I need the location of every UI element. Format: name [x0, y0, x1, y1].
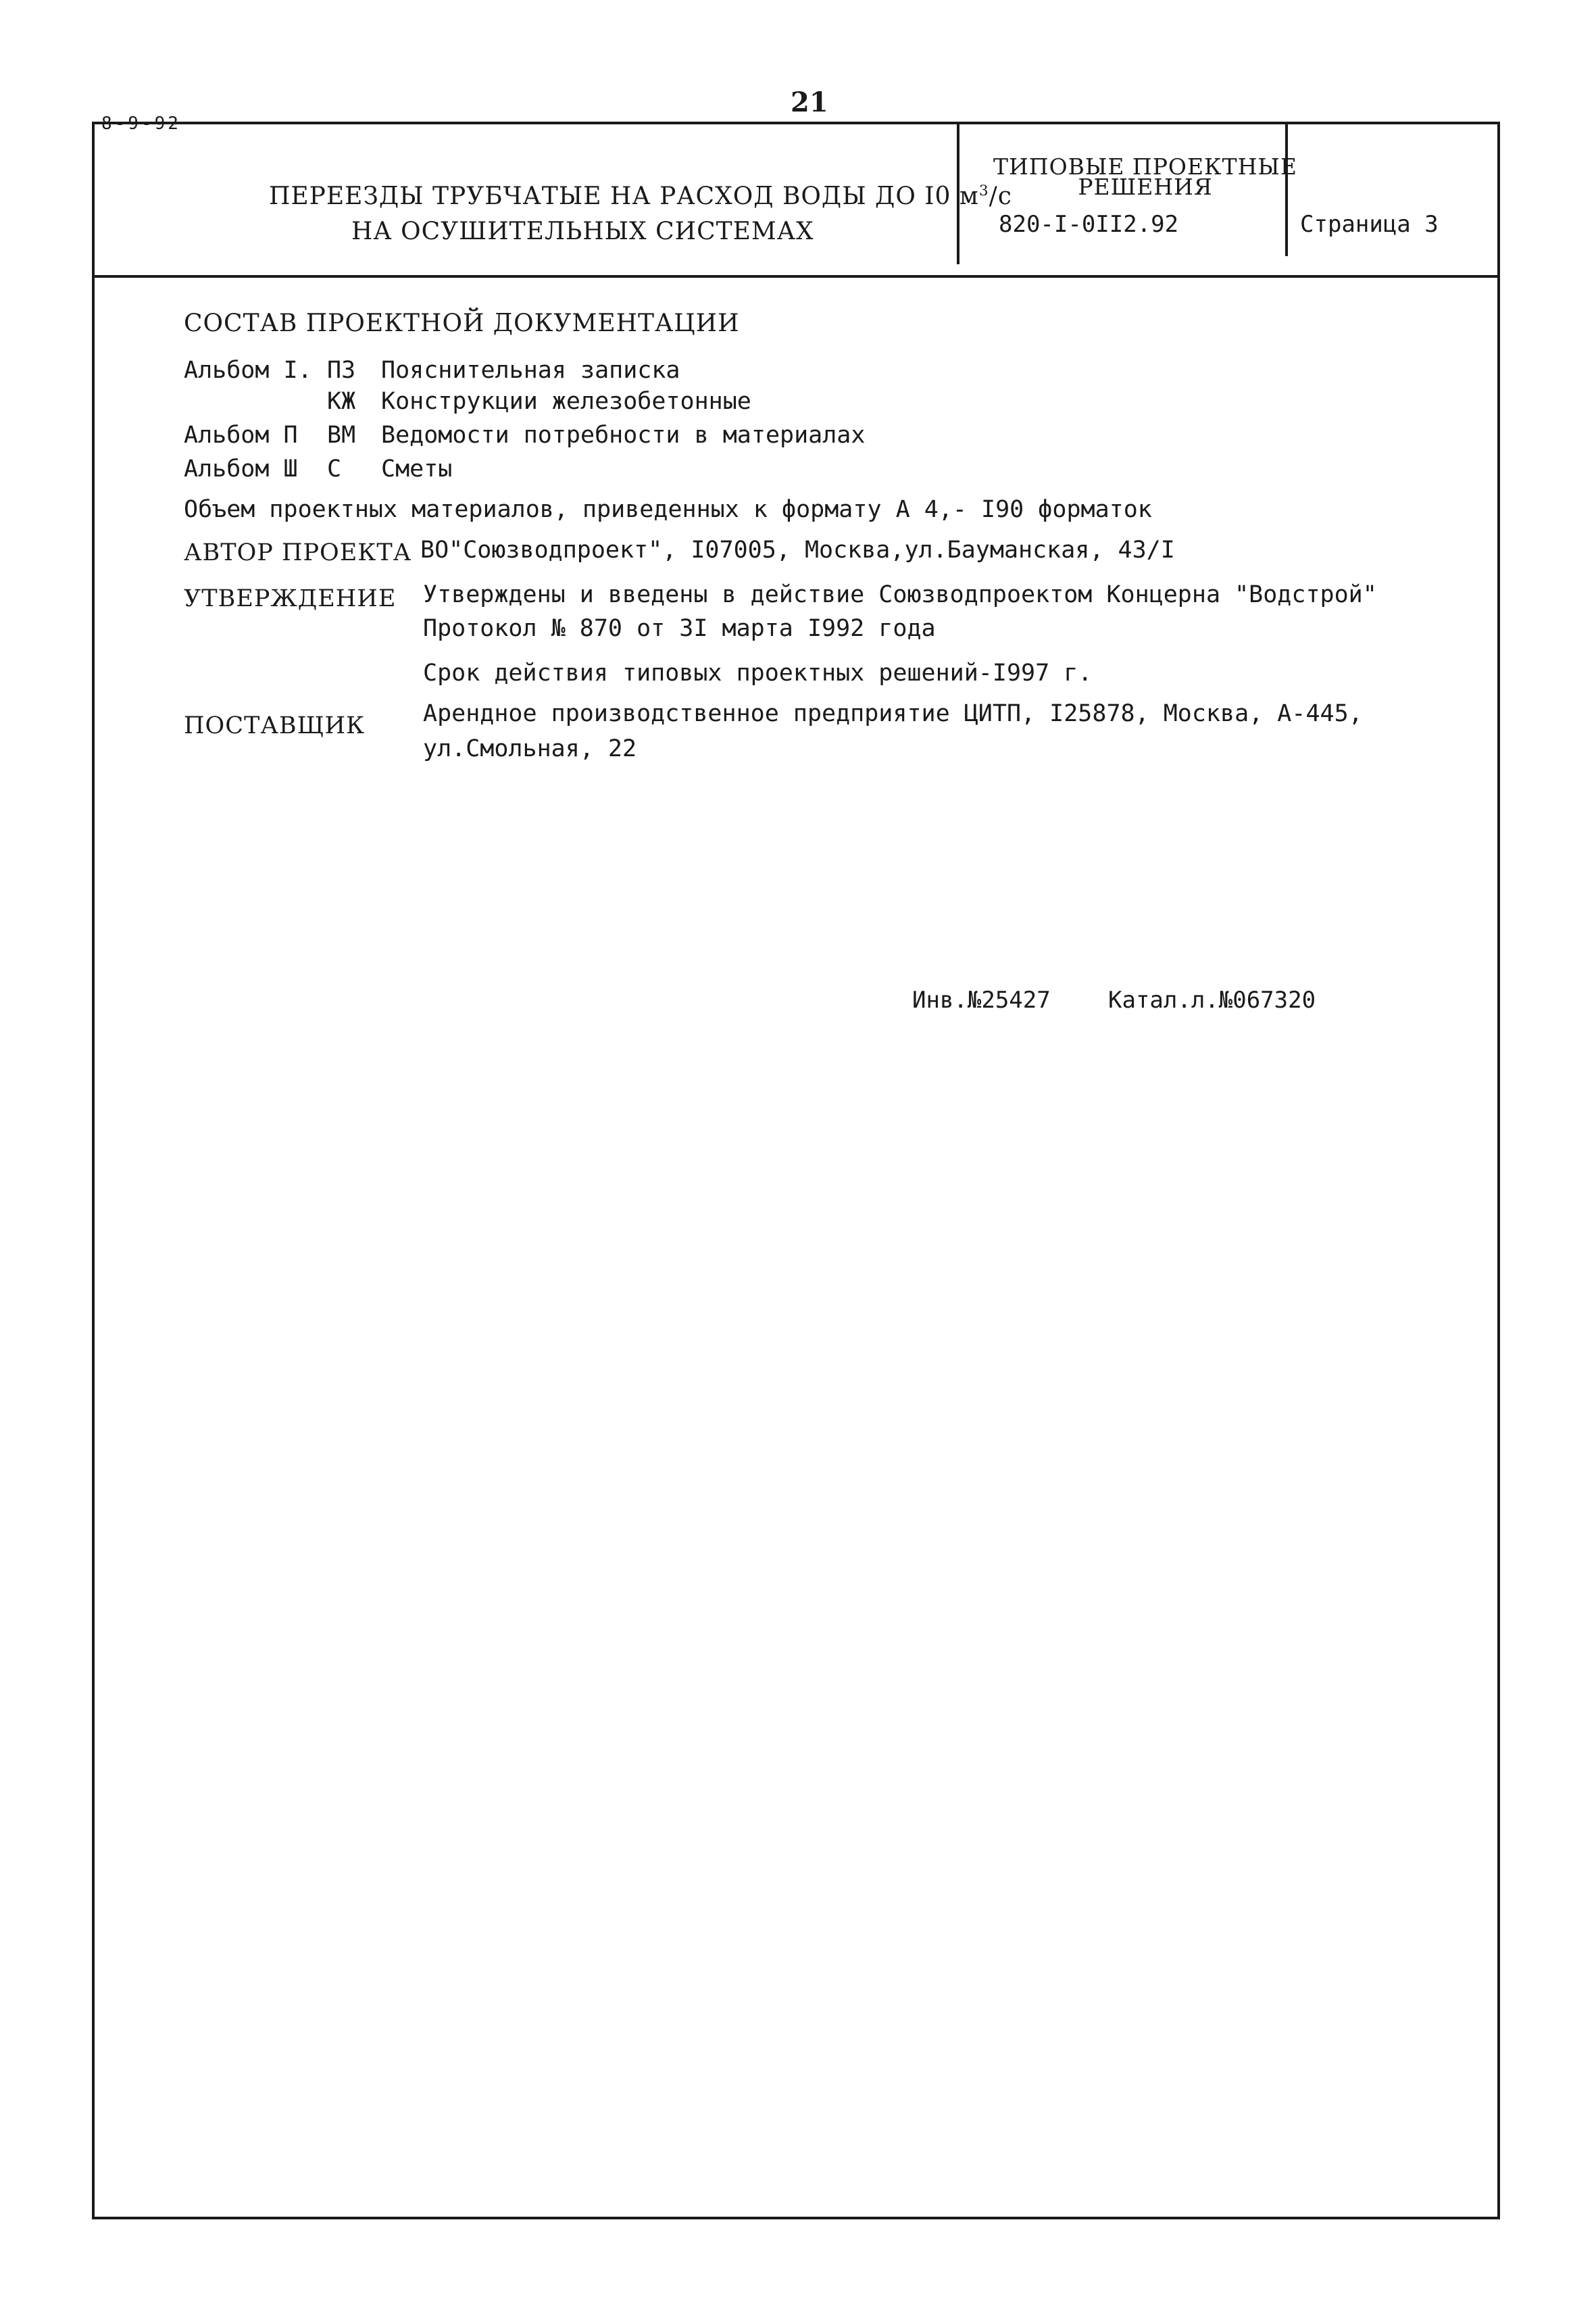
- title-text: ПЕРЕЕЗДЫ ТРУБЧАТЫЕ НА РАСХОД ВОДЫ ДО I0 м: [269, 182, 979, 210]
- supplier-line-2: ул.Смольная, 22: [423, 735, 637, 762]
- section-heading: СОСТАВ ПРОЕКТНОЙ ДОКУМЕНТАЦИИ: [184, 310, 740, 337]
- document-title-line-1: [269, 182, 1012, 210]
- approval-line-2: Протокол № 870 от 3I марта I992 года: [423, 615, 936, 642]
- page-number: 21: [791, 87, 828, 118]
- album-3-title: Сметы: [381, 456, 453, 483]
- album-1b-title: Конструкции железобетонные: [381, 388, 751, 415]
- album-1-code: ПЗ: [327, 357, 356, 384]
- album-1-title: Пояснительная записка: [381, 357, 680, 384]
- supplier-line-1: Арендное производственное предприятие ЦИТП, I25878, Москва, А-445,: [423, 700, 1363, 727]
- title-unit-suffix: /с: [989, 182, 1012, 210]
- album-2-title: Ведомости потребности в материалах: [381, 422, 866, 449]
- catalog-number: Катал.л.№067320: [1108, 987, 1316, 1014]
- validity-text: Срок действия типовых проектных решений-I997 г.: [423, 660, 1093, 687]
- series-label: [993, 153, 1297, 200]
- approval-label: УТВЕРЖДЕНИЕ: [184, 585, 397, 612]
- album-2-code: ВМ: [327, 422, 356, 449]
- supplier-label: ПОСТАВЩИК: [184, 712, 366, 739]
- author-text: ВО"Союзводпроект", I07005, Москва,ул.Бауманская, 43/I: [420, 537, 1175, 564]
- header-divider: [95, 275, 1497, 278]
- album-2-label: Альбом П: [184, 422, 298, 449]
- document-date-code: 8-9-92: [101, 114, 181, 134]
- series-label-line-2: РЕШЕНИЯ: [1078, 174, 1213, 200]
- author-label: АВТОР ПРОЕКТА: [184, 539, 412, 566]
- document-title-line-2: НА ОСУШИТЕЛЬНЫХ СИСТЕМАХ: [351, 218, 814, 245]
- album-3-code: С: [327, 456, 342, 483]
- volume-text: Объем проектных материалов, приведенных к формату А 4,- I90 форматок: [184, 496, 1152, 523]
- approval-line-1: Утверждены и введены в действие Союзводпроектом Концерна "Водстрой": [423, 581, 1377, 608]
- title-superscript: 3: [978, 182, 989, 199]
- series-code: 820-I-0II2.92: [999, 211, 1179, 238]
- album-3-label: Альбом Ш: [184, 456, 298, 483]
- album-1-label: Альбом I.: [184, 357, 312, 384]
- inventory-number: Инв.№25427: [912, 987, 1051, 1014]
- page-label: Страница 3: [1300, 211, 1439, 238]
- series-label-line-1: ТИПОВЫЕ ПРОЕКТНЫЕ: [993, 153, 1297, 180]
- album-1b-code: КЖ: [327, 388, 356, 415]
